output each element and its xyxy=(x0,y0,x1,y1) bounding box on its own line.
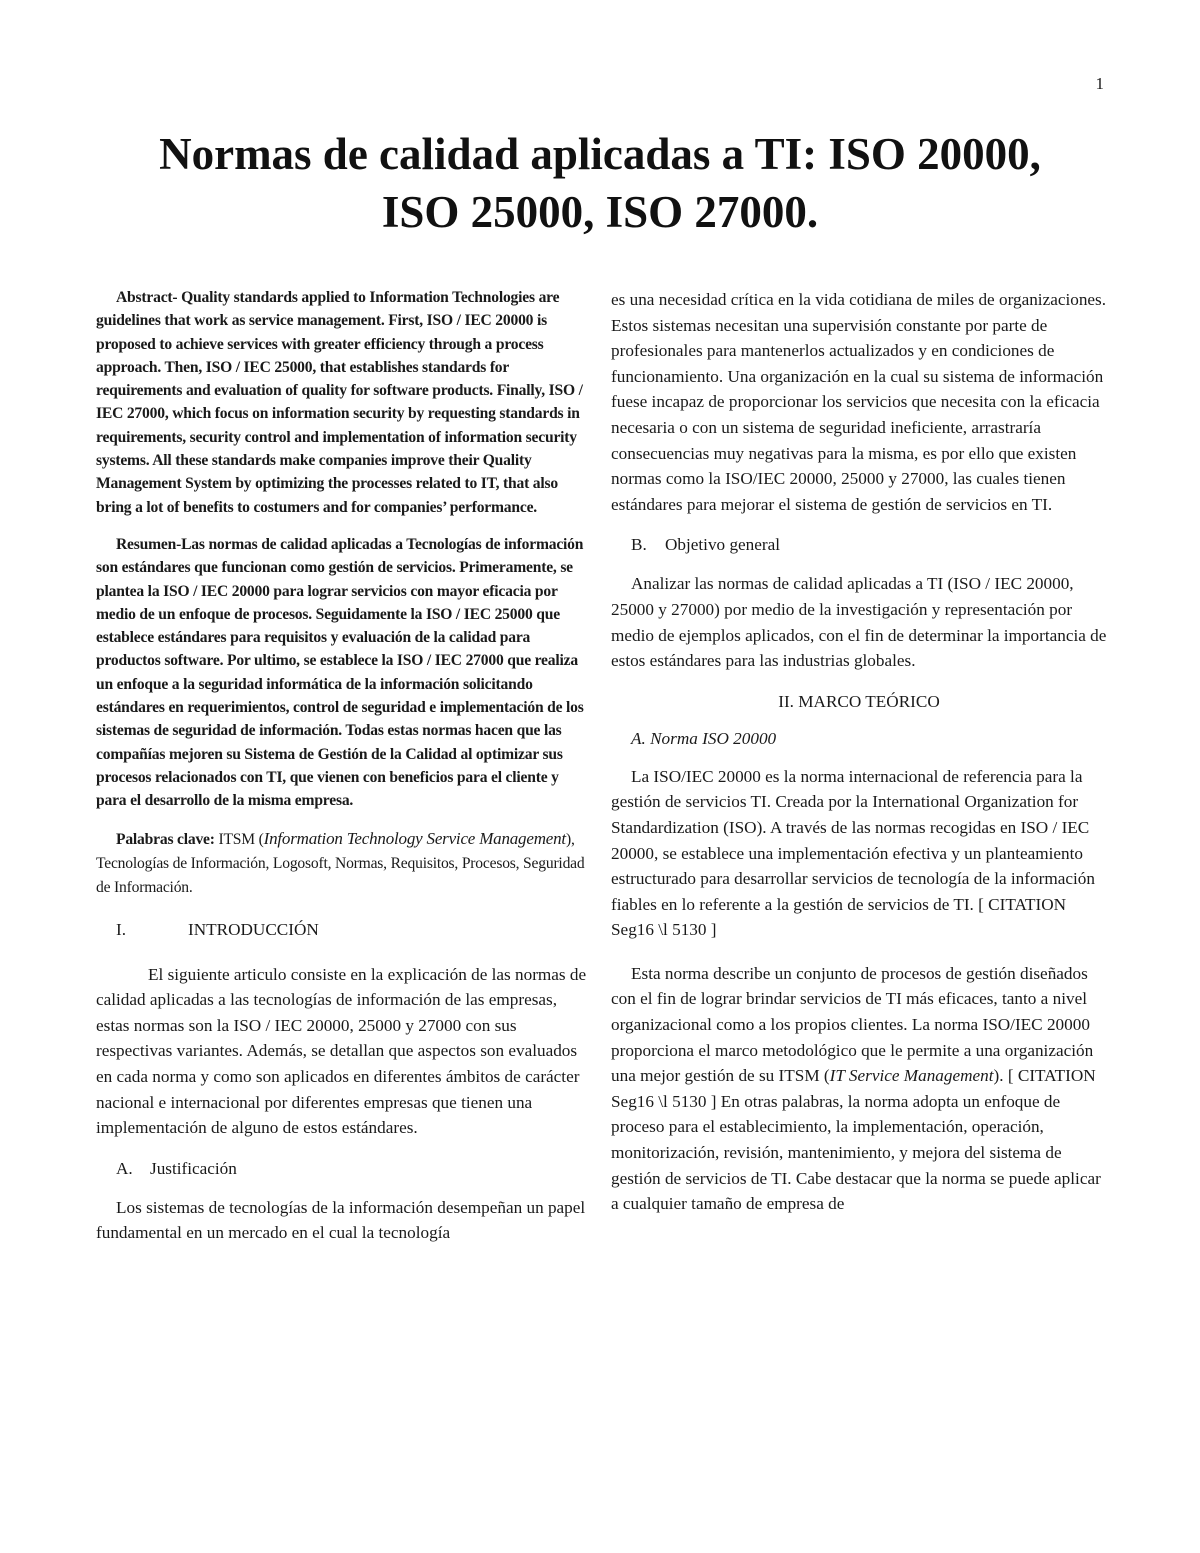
norma-p2-italic: IT Service Management xyxy=(829,1066,994,1086)
subheading-title: Objetivo general xyxy=(665,535,781,555)
objetivo-paragraph: Analizar las normas de calidad aplicadas a TI (ISO / IEC 20000, 25000 y 27000) por medio de la investigación y representación por medio de ejemplos aplicados, con el fin de determinar la importancia de estos estándares para las industrias globales. xyxy=(611,574,1107,671)
title-line-1: Normas de calidad aplicadas a TI: ISO 20000, xyxy=(159,129,1041,179)
norma-paragraph-1: La ISO/IEC 20000 es la norma internacional de referencia para la gestión de servicios TI. Creada por la International Organization for Standardization (ISO). A través de las normas recogidas en ISO / IEC 20000, se establece una implementación efectiva y un planteamiento estructurado para desarrollar servicios de tecnología de la información fiables en lo referente a la gestión de servicios de TI. [ CITATION Seg16 \l 5130 ] xyxy=(611,766,1095,940)
justificacion-paragraph: Los sistemas de tecnologías de la información desempeñan un papel fundamental en un mercado en el cual la tecnología xyxy=(96,1197,586,1243)
subheading-objetivo xyxy=(631,535,1107,555)
paper-title xyxy=(100,125,1100,241)
subheading-number: A. xyxy=(116,1158,133,1178)
abstract-en: Abstract- Quality standards applied to Information Technologies are guidelines that work as service management. First, ISO / IEC 20000 is proposed to achieve services with greater efficiency through a process approach. Then, ISO / IEC 25000, that establishes standards for requirements and evaluation of quality for software products. Finally, ISO / IEC 27000, which focus on information security by requesting standards in requirements, security control and implementation of information security systems. All these standards make companies improve their Quality Management System by optimizing the processes related to IT, that also bring a lot of benefits to costumers and for companies’ performance. xyxy=(96,289,583,516)
section-title: INTRODUCCIÓN xyxy=(188,919,319,939)
title-line-2: ISO 25000, ISO 27000. xyxy=(381,187,819,237)
subheading-number: B. xyxy=(631,535,647,555)
norma-p2-pre: Esta norma describe un conjunto de procesos de gestión diseñados con el fin de lograr brindar servicios de TI más eficaces, tanto a nivel organizacional como a los propios clientes. La norma ISO/IEC 20000 proporciona el marco metodológico que le permite a una organización una mejor gestión de su ITSM ( xyxy=(611,963,1094,1086)
subheading-title: Justificación xyxy=(150,1158,237,1178)
section-number: I. xyxy=(116,919,127,939)
keywords-italic: Information Technology Service Management xyxy=(263,828,566,848)
right-column xyxy=(611,287,1107,1217)
page-number: 1 xyxy=(1095,74,1104,93)
keywords-pre: ITSM ( xyxy=(214,830,264,848)
section-heading-marco: II. MARCO TEÓRICO xyxy=(778,691,940,711)
keywords-post: ), Tecnologías de Información, Logosoft, Normas, Requisitos, Procesos, Seguridad de Información. xyxy=(96,830,585,896)
abstract-es: Resumen-Las normas de calidad aplicadas a Tecnologías de información son estándares que funcionan como gestión de servicios. Primeramente, se plantea la ISO / IEC 20000 para lograr servicios con mayor eficacia por medio de un enfoque de procesos. Seguidamente la ISO / IEC 25000 que establece estándares para requisitos y evaluación de la calidad para productos software. Por ultimo, se establece la ISO / IEC 27000 que realiza un enfoque a la seguridad informática de la información solicitando estándares en requerimientos, control de seguridad e implementación de los sistemas de seguridad de información. Todas estas normas hacen que las compañías mejoren su Sistema de Gestión de la Calidad al optimizar sus procesos relacionados con TI, que vienen con beneficios para el cliente y para el desarrollo de la misma empresa. xyxy=(96,535,584,810)
subheading-norma-iso-20000: A. Norma ISO 20000 xyxy=(631,728,777,748)
intro-paragraph: El siguiente articulo consiste en la explicación de las normas de calidad aplicadas a las tecnologías de información de las empresas, estas normas son la ISO / IEC 20000, 25000 y 27000 con sus respectivas variantes. Además, se detallan que aspectos son evaluados en cada norma y como son aplicados en diferentes ámbitos de carácter nacional e internacional por diferentes empresas que tienen una implementación de alguno de estos estándares. xyxy=(96,964,587,1138)
keywords-label: Palabras clave: xyxy=(116,830,215,848)
subheading-justificacion xyxy=(116,1159,590,1179)
section-heading-introduccion xyxy=(116,920,590,940)
keywords xyxy=(96,827,590,900)
norma-paragraph-2 xyxy=(611,961,1107,1217)
norma-p2-post: ). [ CITATION Seg16 \l 5130 ] En otras palabras, la norma adopta un enfoque de proceso para el establecimiento, la implementación, operación, monitorización, revisión, mantenimiento, y mejora del sistema de gestión de servicios de TI. Cabe destacar que la norma se puede aplicar a cualquier tamaño de empresa de xyxy=(611,1066,1101,1214)
left-column xyxy=(96,286,590,1246)
justificacion-continued: es una necesidad crítica en la vida cotidiana de miles de organizaciones. Estos sistemas necesitan una supervisión constante por parte de profesionales para mantenerlos actualizados y en condiciones de funcionamiento. Una organización en la cual su sistema de información fuese incapaz de proporcionar los servicios que necesita con la eficacia necesaria o con un sistema de seguridad ineficiente, arrastraría consecuencias muy negativas para la misma, es por ello que existen normas como la ISO/IEC 20000, 25000 y 27000, las cuales tienen estándares para mejorar el sistema de gestión de servicios en TI. xyxy=(611,290,1107,514)
